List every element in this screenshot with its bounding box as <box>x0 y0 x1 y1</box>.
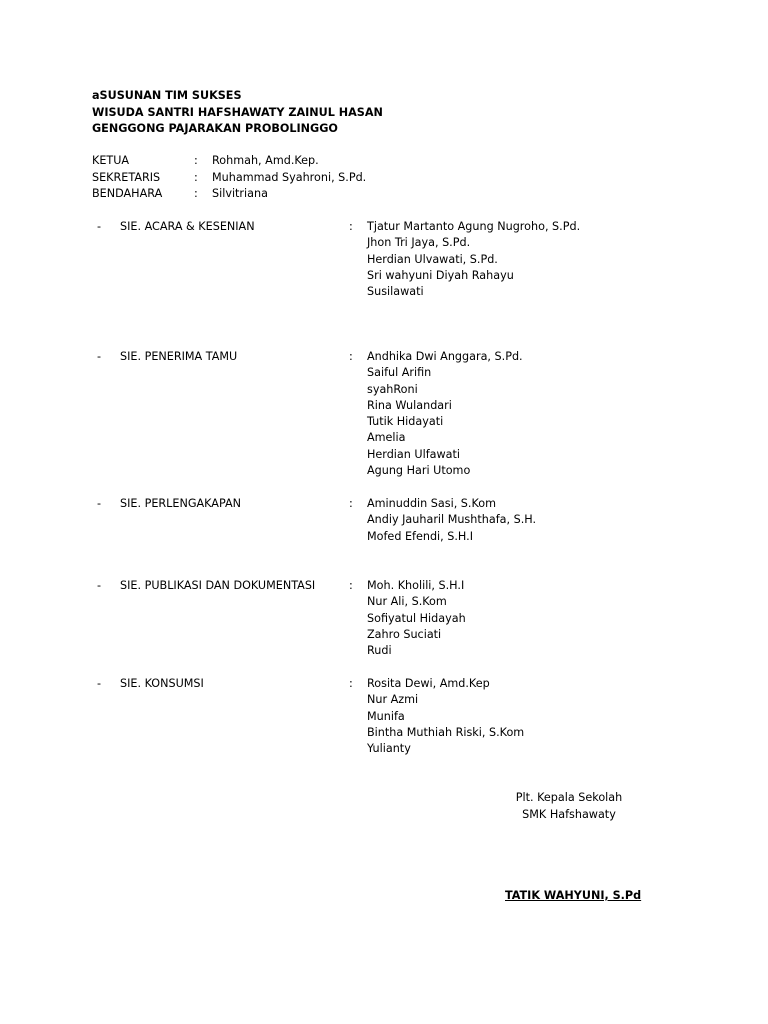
signature-school: SMK Hafshawaty <box>522 807 616 821</box>
header-title: aSUSUNAN TIM SUKSES <box>92 89 242 102</box>
officer-row <box>92 153 492 170</box>
member-name: Rudi <box>367 644 392 658</box>
member-name: Tjatur Martanto Agung Nugroho, S.Pd. <box>367 220 581 233</box>
section-colon: : <box>349 350 353 363</box>
member-name: Agung Hari Utomo <box>367 464 471 478</box>
officer-row <box>92 186 492 203</box>
officer-colon: : <box>194 154 198 167</box>
section-bullet: - <box>97 677 102 690</box>
officer-row <box>92 170 492 187</box>
section-title: SIE. PERLENGAKAPAN <box>120 497 242 510</box>
section-colon: : <box>349 677 353 690</box>
member-name: Rina Wulandari <box>367 398 452 412</box>
document-header <box>92 88 383 138</box>
member-name: Jhon Tri Jaya, S.Pd. <box>367 236 471 250</box>
officers-block <box>92 153 492 203</box>
header-location: GENGGONG PAJARAKAN PROBOLINGGO <box>92 122 338 135</box>
member-name: Susilawati <box>367 285 424 299</box>
officer-colon: : <box>194 187 198 200</box>
member-name: Tutik Hidayati <box>367 415 444 429</box>
section-title: SIE. PENERIMA TAMU <box>120 350 238 363</box>
officer-colon: : <box>194 170 198 184</box>
section-title: SIE. ACARA & KESENIAN <box>120 220 255 233</box>
member-name: Saiful Arifin <box>367 366 432 380</box>
member-name: Amelia <box>367 431 406 445</box>
member-name: Sri wahyuni Diyah Rahayu <box>367 268 514 282</box>
section-bullet: - <box>97 497 102 510</box>
section-colon: : <box>349 497 353 510</box>
officer-role: BENDAHARA <box>92 187 163 200</box>
officer-name: Rohmah, Amd.Kep. <box>212 154 319 167</box>
section-members <box>367 578 466 659</box>
signature-position: Plt. Kepala Sekolah <box>515 791 623 804</box>
member-name: Moh. Kholili, S.H.I <box>367 579 465 592</box>
member-name: Nur Ali, S.Kom <box>367 595 447 609</box>
section-members <box>367 496 536 545</box>
officer-role: KETUA <box>92 154 130 167</box>
section-bullet: - <box>97 220 102 233</box>
member-name: Yulianty <box>367 742 411 756</box>
section-title: SIE. KONSUMSI <box>120 677 204 690</box>
section-title: SIE. PUBLIKASI DAN DOKUMENTASI <box>120 579 316 592</box>
member-name: Sofiyatul Hidayah <box>367 611 466 625</box>
section-members <box>367 349 523 479</box>
member-name: Zahro Suciati <box>367 627 442 641</box>
member-name: Aminuddin Sasi, S.Kom <box>367 497 496 510</box>
member-name: Andiy Jauharil Mushthafa, S.H. <box>367 513 537 527</box>
member-name: Munifa <box>367 709 405 723</box>
member-name: Mofed Efendi, S.H.I <box>367 529 474 543</box>
section-colon: : <box>349 220 353 233</box>
officer-role: SEKRETARIS <box>92 170 161 184</box>
member-name: Bintha Muthiah Riski, S.Kom <box>367 725 525 739</box>
section-colon: : <box>349 579 353 592</box>
header-event: WISUDA SANTRI HAFSHAWATY ZAINUL HASAN <box>92 105 383 119</box>
signature-block <box>474 790 664 823</box>
signature-name: TATIK WAHYUNI, S.Pd <box>505 889 642 902</box>
section-bullet: - <box>97 579 102 592</box>
section-members <box>367 219 580 300</box>
member-name: Andhika Dwi Anggara, S.Pd. <box>367 350 523 363</box>
member-name: Herdian Ulvawati, S.Pd. <box>367 252 498 266</box>
officer-name: Silvitriana <box>212 187 268 200</box>
section-bullet: - <box>97 350 102 363</box>
member-name: Herdian Ulfawati <box>367 447 461 461</box>
section-members <box>367 676 524 757</box>
member-name: Nur Azmi <box>367 693 419 707</box>
officer-name: Muhammad Syahroni, S.Pd. <box>212 170 367 184</box>
member-name: syahRoni <box>367 382 418 396</box>
member-name: Rosita Dewi, Amd.Kep <box>367 677 490 690</box>
